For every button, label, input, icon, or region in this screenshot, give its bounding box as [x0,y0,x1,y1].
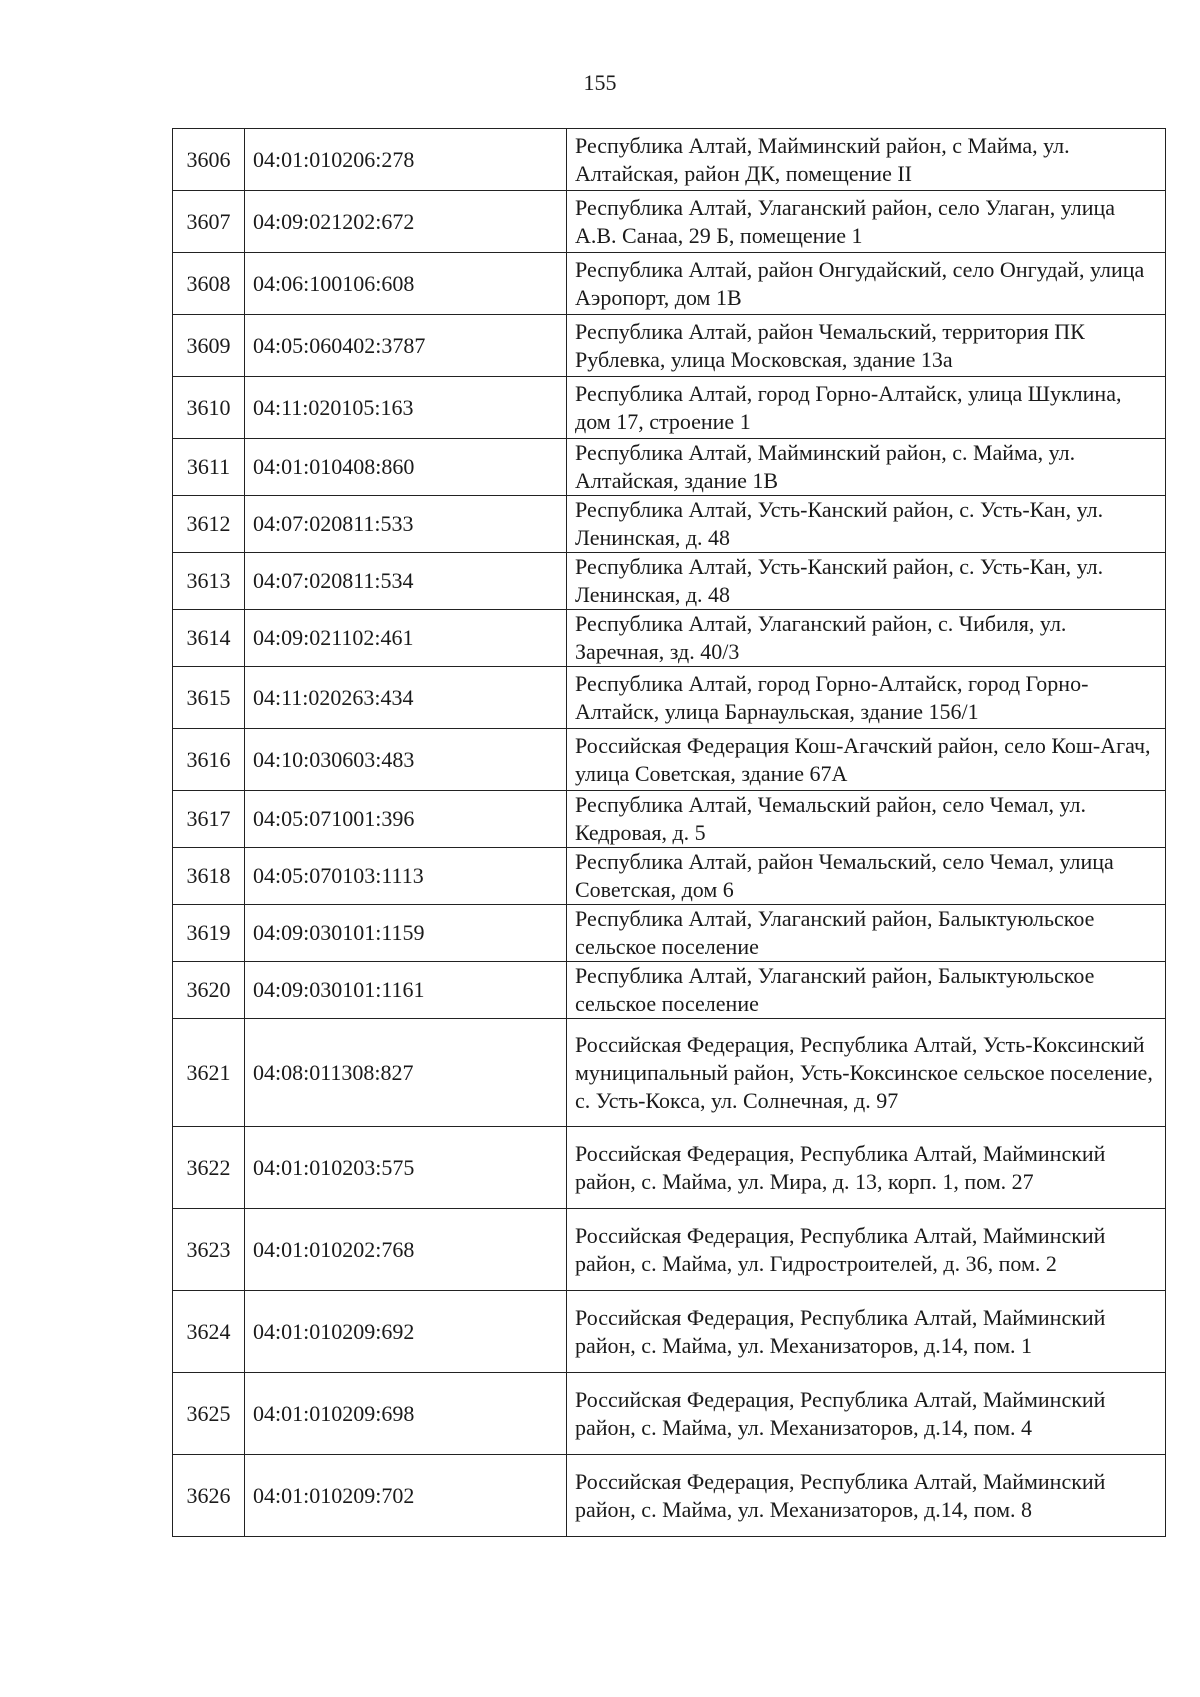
table-row [173,610,1166,667]
table-row [173,129,1166,191]
page-number: 155 [583,70,617,95]
row-number: 3623 [173,1209,245,1291]
cadastral-number: 04:07:020811:534 [245,553,567,610]
address: Республика Алтай, Улаганский район, Балыктуюльское сельское поселение [567,962,1166,1019]
row-number: 3610 [173,377,245,439]
row-number: 3617 [173,791,245,848]
row-number: 3616 [173,729,245,791]
address: Республика Алтай, район Чемальский, территория ПК Рублевка, улица Московская, здание 13а [567,315,1166,377]
cadastral-number: 04:01:010408:860 [245,439,567,496]
cadastral-number: 04:01:010209:698 [245,1373,567,1455]
cadastral-number: 04:10:030603:483 [245,729,567,791]
table-row [173,496,1166,553]
cadastral-number: 04:01:010202:768 [245,1209,567,1291]
row-number: 3620 [173,962,245,1019]
cadastral-number: 04:09:021102:461 [245,610,567,667]
table-row [173,439,1166,496]
table-row [173,1209,1166,1291]
cadastral-number: 04:08:011308:827 [245,1019,567,1127]
row-number: 3611 [173,439,245,496]
address: Российская Федерация, Республика Алтай, Майминский район, с. Майма, ул. Гидростроителей, д. 36, пом. 2 [567,1209,1166,1291]
cadastral-number: 04:05:070103:1113 [245,848,567,905]
cadastral-number: 04:05:071001:396 [245,791,567,848]
table-row [173,1373,1166,1455]
address: Республика Алтай, район Чемальский, село Чемал, улица Советская, дом 6 [567,848,1166,905]
address: Российская Федерация Кош-Агачский район, село Кош-Агач, улица Советская, здание 67А [567,729,1166,791]
table-row [173,1455,1166,1537]
row-number: 3615 [173,667,245,729]
table-row [173,377,1166,439]
property-table [172,128,1166,1537]
table-row [173,848,1166,905]
address: Республика Алтай, Улаганский район, село Улаган, улица А.В. Санаа, 29 Б, помещение 1 [567,191,1166,253]
table-row [173,667,1166,729]
row-number: 3613 [173,553,245,610]
cadastral-number: 04:11:020105:163 [245,377,567,439]
row-number: 3607 [173,191,245,253]
table-row [173,905,1166,962]
cadastral-number: 04:01:010209:702 [245,1455,567,1537]
cadastral-number: 04:09:030101:1159 [245,905,567,962]
address: Республика Алтай, Майминский район, с. Майма, ул. Алтайская, здание 1В [567,439,1166,496]
address: Республика Алтай, район Онгудайский, село Онгудай, улица Аэропорт, дом 1В [567,253,1166,315]
cadastral-number: 04:07:020811:533 [245,496,567,553]
address: Российская Федерация, Республика Алтай, Майминский район, с. Майма, ул. Механизаторов, д.14, пом. 4 [567,1373,1166,1455]
address: Республика Алтай, Усть-Канский район, с. Усть-Кан, ул. Ленинская, д. 48 [567,496,1166,553]
cadastral-number: 04:01:010203:575 [245,1127,567,1209]
address: Республика Алтай, Усть-Канский район, с. Усть-Кан, ул. Ленинская, д. 48 [567,553,1166,610]
cadastral-number: 04:09:021202:672 [245,191,567,253]
cadastral-number: 04:09:030101:1161 [245,962,567,1019]
address: Республика Алтай, Улаганский район, с. Чибиля, ул. Заречная, зд. 40/3 [567,610,1166,667]
address: Республика Алтай, Майминский район, с Майма, ул. Алтайская, район ДК, помещение II [567,129,1166,191]
table-row [173,315,1166,377]
table-row [173,191,1166,253]
cadastral-number: 04:05:060402:3787 [245,315,567,377]
row-number: 3618 [173,848,245,905]
address: Российская Федерация, Республика Алтай, Майминский район, с. Майма, ул. Мира, д. 13, корп. 1, пом. 27 [567,1127,1166,1209]
table-row [173,1291,1166,1373]
address: Российская Федерация, Республика Алтай, Майминский район, с. Майма, ул. Механизаторов, д.14, пом. 1 [567,1291,1166,1373]
table-row [173,791,1166,848]
table-row [173,1019,1166,1127]
table-row [173,962,1166,1019]
cadastral-number: 04:01:010206:278 [245,129,567,191]
row-number: 3622 [173,1127,245,1209]
row-number: 3624 [173,1291,245,1373]
row-number: 3606 [173,129,245,191]
row-number: 3609 [173,315,245,377]
address: Республика Алтай, Чемальский район, село Чемал, ул. Кедровая, д. 5 [567,791,1166,848]
address: Российская Федерация, Республика Алтай, Усть-Коксинский муниципальный район, Усть-Коксинское сельское поселение, с. Усть-Кокса, ул. Солнечная, д. 97 [567,1019,1166,1127]
address: Российская Федерация, Республика Алтай, Майминский район, с. Майма, ул. Механизаторов, д.14, пом. 8 [567,1455,1166,1537]
row-number: 3621 [173,1019,245,1127]
address: Республика Алтай, город Горно-Алтайск, город Горно-Алтайск, улица Барнаульская, здание 156/1 [567,667,1166,729]
cadastral-number: 04:01:010209:692 [245,1291,567,1373]
row-number: 3619 [173,905,245,962]
table-row [173,729,1166,791]
table-row [173,1127,1166,1209]
cadastral-number: 04:11:020263:434 [245,667,567,729]
address: Республика Алтай, город Горно-Алтайск, улица Шуклина, дом 17, строение 1 [567,377,1166,439]
address: Республика Алтай, Улаганский район, Балыктуюльское сельское поселение [567,905,1166,962]
row-number: 3614 [173,610,245,667]
row-number: 3625 [173,1373,245,1455]
cadastral-number: 04:06:100106:608 [245,253,567,315]
table-body [173,129,1166,1537]
row-number: 3626 [173,1455,245,1537]
table-row [173,253,1166,315]
row-number: 3608 [173,253,245,315]
row-number: 3612 [173,496,245,553]
table-row [173,553,1166,610]
